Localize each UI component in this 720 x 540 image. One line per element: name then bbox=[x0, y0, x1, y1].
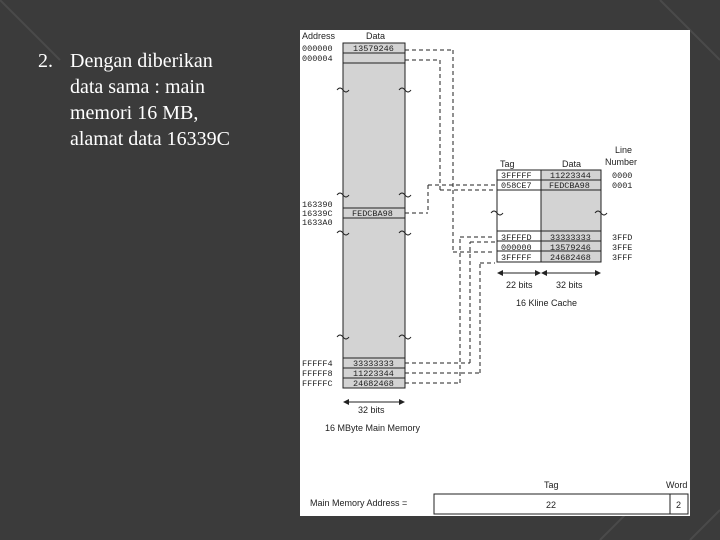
addr-tag-header: Tag bbox=[544, 480, 559, 490]
cache-data: FEDCBA98 bbox=[549, 181, 590, 191]
mm-address: FFFFF8 bbox=[302, 369, 333, 379]
cache-tag: 3FFFFF bbox=[501, 253, 532, 263]
cache-line: 3FFE bbox=[612, 243, 633, 253]
mm-data: 11223344 bbox=[353, 369, 394, 379]
addr-word-header: Word bbox=[666, 480, 688, 490]
address-format-box bbox=[434, 494, 688, 514]
cache-data: 11223344 bbox=[550, 171, 591, 181]
cache-line: 0001 bbox=[612, 181, 633, 191]
cache-tag: 3FFFFF bbox=[501, 171, 532, 181]
list-number: 2. bbox=[38, 50, 53, 72]
mm-data: 13579246 bbox=[353, 44, 394, 54]
mm-address: 16339C bbox=[302, 209, 333, 219]
text-line-2: data sama : main bbox=[70, 76, 205, 98]
mm-address-header: Address bbox=[302, 31, 336, 41]
cache-line: 3FFD bbox=[612, 233, 633, 243]
mm-address: 000004 bbox=[302, 54, 333, 64]
cache-tag: 3FFFFD bbox=[501, 233, 532, 243]
mm-address: 000000 bbox=[302, 44, 333, 54]
addr-label: Main Memory Address = bbox=[310, 498, 408, 508]
cache-mapping-figure bbox=[300, 30, 690, 516]
text-line-4: alamat data 16339C bbox=[70, 128, 230, 150]
mm-data: 24682468 bbox=[353, 379, 394, 389]
cache-data: 24682468 bbox=[550, 253, 591, 263]
cache-line-header: Line bbox=[615, 145, 633, 155]
mm-address: 163390 bbox=[302, 200, 333, 210]
direct-mapping-diagram bbox=[300, 30, 690, 516]
cache-caption: 16 Kline Cache bbox=[516, 298, 578, 308]
addr-word-value: 2 bbox=[676, 500, 682, 510]
text-line-1: Dengan diberikan bbox=[70, 50, 213, 72]
mm-data-target: FEDCBA98 bbox=[352, 209, 393, 219]
cache-tag-header: Tag bbox=[500, 159, 515, 169]
cache-data-bits: 32 bits bbox=[556, 280, 583, 290]
mm-address: 1633A0 bbox=[302, 218, 333, 228]
text-line-3: memori 16 MB, bbox=[70, 102, 199, 124]
cache-tag: 000000 bbox=[501, 243, 532, 253]
mapping-connectors bbox=[405, 50, 495, 383]
mm-data: 33333333 bbox=[353, 359, 394, 369]
cache-tag-bits: 22 bits bbox=[506, 280, 533, 290]
addr-tag-value: 22 bbox=[546, 500, 557, 510]
cache-data-header: Data bbox=[562, 159, 582, 169]
cache-line-header: Number bbox=[605, 157, 638, 167]
mm-width-label: 32 bits bbox=[358, 405, 385, 415]
mm-data-header: Data bbox=[366, 31, 386, 41]
mm-address: FFFFFC bbox=[302, 379, 333, 389]
cache-line: 3FFF bbox=[612, 253, 633, 263]
mm-caption: 16 MByte Main Memory bbox=[325, 423, 421, 433]
mm-address: FFFFF4 bbox=[302, 359, 333, 369]
cache-data: 33333333 bbox=[550, 233, 591, 243]
cache-line: 0000 bbox=[612, 171, 633, 181]
cache-tag: 058CE7 bbox=[501, 181, 532, 191]
cache-data: 13579246 bbox=[550, 243, 591, 253]
